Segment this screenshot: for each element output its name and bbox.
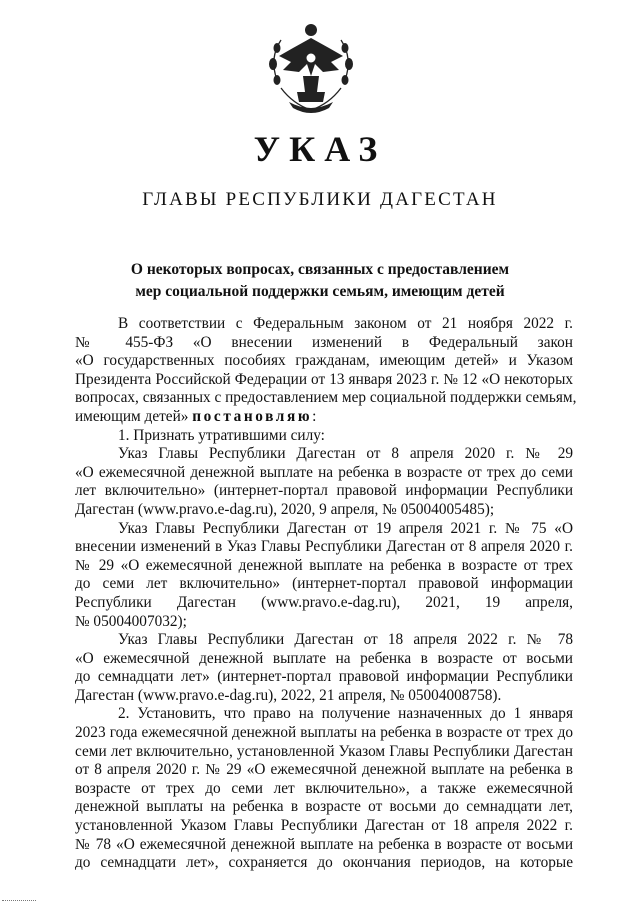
body-line: В соответствии с Федеральным законом от 21 ноября 2022 г. xyxy=(118,315,573,332)
body-line: «О ежемесячной денежной выплате на ребенка в возрасте от трех до семи xyxy=(75,463,573,481)
body-line: денежной выплаты на ребенка в возрасте от восьми до семнадцати лет, xyxy=(75,798,573,816)
body-line: вопросах, связанных с предоставлением мер социальной поддержки семьям, xyxy=(75,389,577,407)
body-line: № 455-ФЗ «О внесении изменений в Федеральный закон xyxy=(75,333,573,351)
body-line: 2023 года ежемесячной денежной выплаты на ребенка в возрасте от трех до xyxy=(75,724,573,742)
body-line: от 8 апреля 2020 г. № 29 «О ежемесячной денежной выплате на ребенка в xyxy=(75,761,573,779)
document-subtitle: ГЛАВЫ РЕСПУБЛИКИ ДАГЕСТАН xyxy=(142,189,498,210)
scan-margin-marks xyxy=(2,894,36,901)
body-line: № 05004007032); xyxy=(75,612,187,630)
body-line: Президента Российской Федерации от 13 января 2023 г. № 12 «О некоторых xyxy=(75,370,573,388)
body-line: семи лет включительно, установленной Указом Главы Республики Дагестан xyxy=(75,742,573,760)
heading-line: мер социальной поддержки семьям, имеющим детей xyxy=(135,283,505,300)
body-line: № 29 «О ежемесячной денежной выплате на ребенка в возрасте от трех xyxy=(75,556,573,574)
body-line: до семнадцати лет», сохраняется до окончания периодов, на которые xyxy=(75,854,573,872)
body-line: № 78 «О ежемесячной денежной выплате на ребенка в возрасте от восьми xyxy=(75,835,573,853)
coat-of-arms-emblem xyxy=(263,18,359,118)
body-line: Дагестан (www.pravo.e-dag.ru), 2022, 21 апреля, № 05004008758). xyxy=(75,686,502,704)
body-line: до семнадцати лет» (интернет-портал правовой информации Республики xyxy=(75,668,573,686)
body-line: возрасте от трех до семи лет включительно», а также ежемесячной xyxy=(75,779,573,797)
document-title: УКАЗ xyxy=(253,129,387,169)
body-line: установленной Указом Главы Республики Дагестан от 18 апреля 2022 г. xyxy=(75,817,573,835)
body-line: 1. Признать утратившими силу: xyxy=(118,426,325,444)
heading-line: О некоторых вопросах, связанных с предоставлением xyxy=(130,261,510,278)
body-line: Указ Главы Республики Дагестан от 19 апреля 2021 г. № 75 «О xyxy=(118,519,573,537)
body-line: Республики Дагестан (www.pravo.e-dag.ru), 2021, 19 апреля, xyxy=(75,593,573,611)
body-line: лет включительно» (интернет-портал правовой информации Республики xyxy=(75,482,573,500)
document-body xyxy=(75,315,577,873)
decree-word: постановляю xyxy=(192,407,313,425)
body-line: до семи лет включительно» (интернет-портал правовой информации xyxy=(75,575,573,593)
body-line-decree: имеющим детей» постановляю: xyxy=(75,407,317,425)
body-line: Дагестан (www.pravo.e-dag.ru), 2020, 9 апреля, № 05004005485); xyxy=(75,500,495,518)
body-line-text: имеющим детей» xyxy=(75,407,189,425)
body-line: внесении изменений в Указ Главы Республики Дагестан от 8 апреля 2020 г. xyxy=(75,538,573,556)
document-heading xyxy=(0,259,640,303)
body-line: Указ Главы Республики Дагестан от 18 апреля 2022 г. № 78 xyxy=(118,631,573,649)
body-line: «О государственных пособиях гражданам, имеющим детей» и Указом xyxy=(75,352,573,370)
body-line: «О ежемесячной денежной выплате на ребенка в возрасте от восьми xyxy=(75,649,573,667)
body-line: Указ Главы Республики Дагестан от 8 апреля 2020 г. № 29 xyxy=(118,445,573,463)
body-line: 2. Установить, что право на получение назначенных до 1 января xyxy=(118,705,573,723)
